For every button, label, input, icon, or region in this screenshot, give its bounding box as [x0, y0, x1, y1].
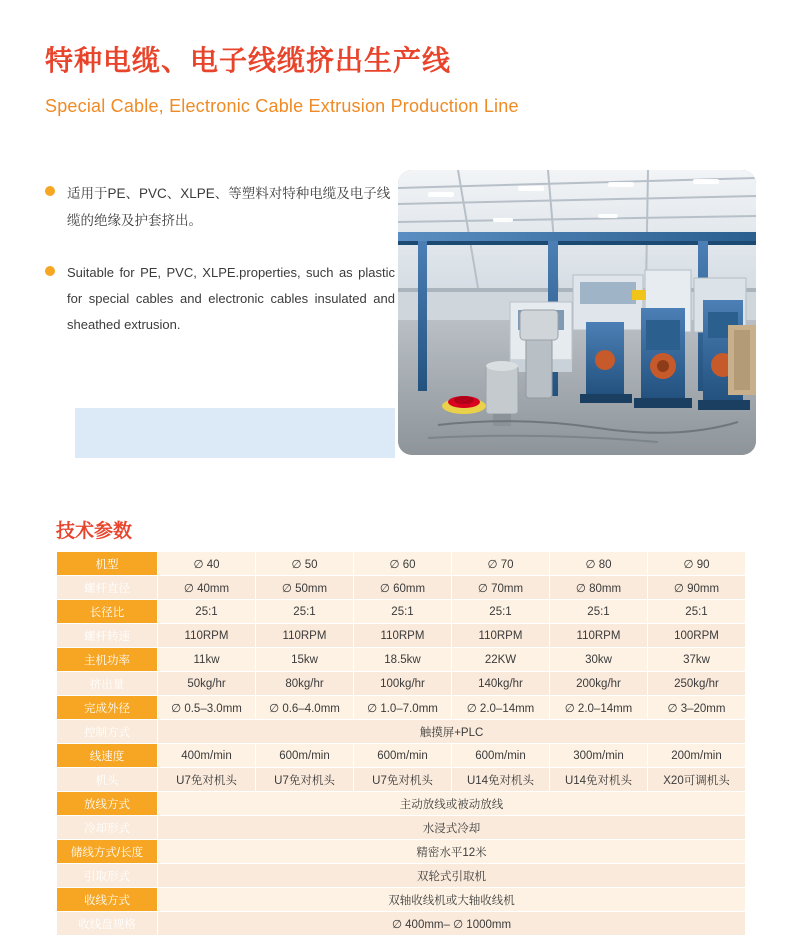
table-cell-merged: 主动放线或被动放线 [158, 792, 746, 816]
table-row-label: 螺杆直径 [57, 576, 158, 600]
table-cell-merged: 触摸屏+PLC [158, 720, 746, 744]
product-photo [398, 170, 756, 455]
table-cell: 25:1 [648, 600, 746, 624]
table-cell-merged: 双轮式引取机 [158, 864, 746, 888]
table-cell: 300m/min [550, 744, 648, 768]
table-row-label: 长径比 [57, 600, 158, 624]
table-row-label: 主机功率 [57, 648, 158, 672]
table-row [57, 624, 746, 648]
table-cell: 22KW [452, 648, 550, 672]
table-cell: ∅ 50 [256, 552, 354, 576]
table-row [57, 552, 746, 576]
table-cell: 110RPM [256, 624, 354, 648]
table-cell: X20可调机头 [648, 768, 746, 792]
table-cell: 80kg/hr [256, 672, 354, 696]
page-header [45, 44, 755, 117]
table-cell: 200m/min [648, 744, 746, 768]
table-cell: 37kw [648, 648, 746, 672]
table-row [57, 768, 746, 792]
table-cell: ∅ 40 [158, 552, 256, 576]
bullet-item-cn [45, 180, 395, 234]
table-cell: 25:1 [354, 600, 452, 624]
table-row [57, 720, 746, 744]
table-row [57, 600, 746, 624]
table-row-label: 机头 [57, 768, 158, 792]
bullet-text-en: Suitable for PE, PVC, XLPE.properties, such as plastic for special cables and electronic cables insulated and sheathed extrusion. [67, 265, 395, 332]
table-cell: 110RPM [354, 624, 452, 648]
table-cell: 140kg/hr [452, 672, 550, 696]
table-row-label: 线速度 [57, 744, 158, 768]
table-cell: ∅ 90 [648, 552, 746, 576]
table-row [57, 792, 746, 816]
table-row [57, 696, 746, 720]
table-cell: 25:1 [452, 600, 550, 624]
table-cell: 25:1 [256, 600, 354, 624]
table-cell: ∅ 90mm [648, 576, 746, 600]
table-row-label: 螺杆转速 [57, 624, 158, 648]
table-cell: 600m/min [256, 744, 354, 768]
table-cell: 100RPM [648, 624, 746, 648]
table-cell-merged: 水浸式冷却 [158, 816, 746, 840]
table-cell: ∅ 0.6–4.0mm [256, 696, 354, 720]
table-row [57, 648, 746, 672]
table-cell: 250kg/hr [648, 672, 746, 696]
table-cell: 15kw [256, 648, 354, 672]
table-row [57, 816, 746, 840]
table-row-label: 收线盘规格 [57, 912, 158, 936]
table-cell: 30kw [550, 648, 648, 672]
table-cell: ∅ 3–20mm [648, 696, 746, 720]
table-cell: U14免对机头 [452, 768, 550, 792]
table-cell-merged: 双轴收线机或大轴收线机 [158, 888, 746, 912]
table-cell: 110RPM [550, 624, 648, 648]
table-row [57, 672, 746, 696]
table-cell: U7免对机头 [256, 768, 354, 792]
table-cell: U14免对机头 [550, 768, 648, 792]
table-cell: U7免对机头 [158, 768, 256, 792]
table-cell: 18.5kw [354, 648, 452, 672]
bullet-dot-icon [45, 266, 55, 276]
table-cell: ∅ 2.0–14mm [550, 696, 648, 720]
table-row-label: 放线方式 [57, 792, 158, 816]
table-cell: ∅ 1.0–7.0mm [354, 696, 452, 720]
table-row [57, 576, 746, 600]
table-row [57, 912, 746, 936]
page-title-en: Special Cable, Electronic Cable Extrusion Production Line [45, 95, 519, 116]
bullet-dot-icon [45, 186, 55, 196]
table-cell: ∅ 2.0–14mm [452, 696, 550, 720]
table-cell: ∅ 60mm [354, 576, 452, 600]
table-cell: 600m/min [452, 744, 550, 768]
table-cell: ∅ 50mm [256, 576, 354, 600]
table-cell: 400m/min [158, 744, 256, 768]
page-title-cn: 特种电缆、电子线缆挤出生产线 [45, 45, 452, 76]
table-cell: ∅ 0.5–3.0mm [158, 696, 256, 720]
table-row-label: 挤出量 [57, 672, 158, 696]
table-cell: ∅ 80 [550, 552, 648, 576]
table-cell: U7免对机头 [354, 768, 452, 792]
table-cell: ∅ 60 [354, 552, 452, 576]
table-row-label: 冷却形式 [57, 816, 158, 840]
table-cell-merged: ∅ 400mm– ∅ 1000mm [158, 912, 746, 936]
table-row-label: 储线方式/长度 [57, 840, 158, 864]
table-cell: ∅ 70 [452, 552, 550, 576]
bullet-item-en [45, 260, 395, 338]
decorative-blue-box [75, 408, 395, 458]
table-cell: 25:1 [550, 600, 648, 624]
table-cell: 11kw [158, 648, 256, 672]
table-row-label: 收线方式 [57, 888, 158, 912]
table-cell: 25:1 [158, 600, 256, 624]
spec-table-body [57, 552, 746, 936]
table-cell: 110RPM [158, 624, 256, 648]
intro-block [45, 180, 395, 364]
table-cell-merged: 精密水平12米 [158, 840, 746, 864]
table-cell: 200kg/hr [550, 672, 648, 696]
table-row-label: 引取形式 [57, 864, 158, 888]
table-cell: ∅ 40mm [158, 576, 256, 600]
table-row-label: 控制方式 [57, 720, 158, 744]
table-row [57, 744, 746, 768]
table-row [57, 840, 746, 864]
bullet-text-cn: 适用于PE、PVC、XLPE、等塑料对特种电缆及电子线缆的绝缘及护套挤出。 [67, 186, 391, 228]
table-cell: 100kg/hr [354, 672, 452, 696]
table-row [57, 864, 746, 888]
table-cell: 50kg/hr [158, 672, 256, 696]
table-row [57, 888, 746, 912]
table-cell: ∅ 70mm [452, 576, 550, 600]
table-cell: ∅ 80mm [550, 576, 648, 600]
table-row-label: 完成外径 [57, 696, 158, 720]
spec-table [56, 551, 746, 936]
table-cell: 600m/min [354, 744, 452, 768]
table-row-label: 机型 [57, 552, 158, 576]
table-cell: 110RPM [452, 624, 550, 648]
spec-section-title: 技术参数 [56, 521, 133, 542]
